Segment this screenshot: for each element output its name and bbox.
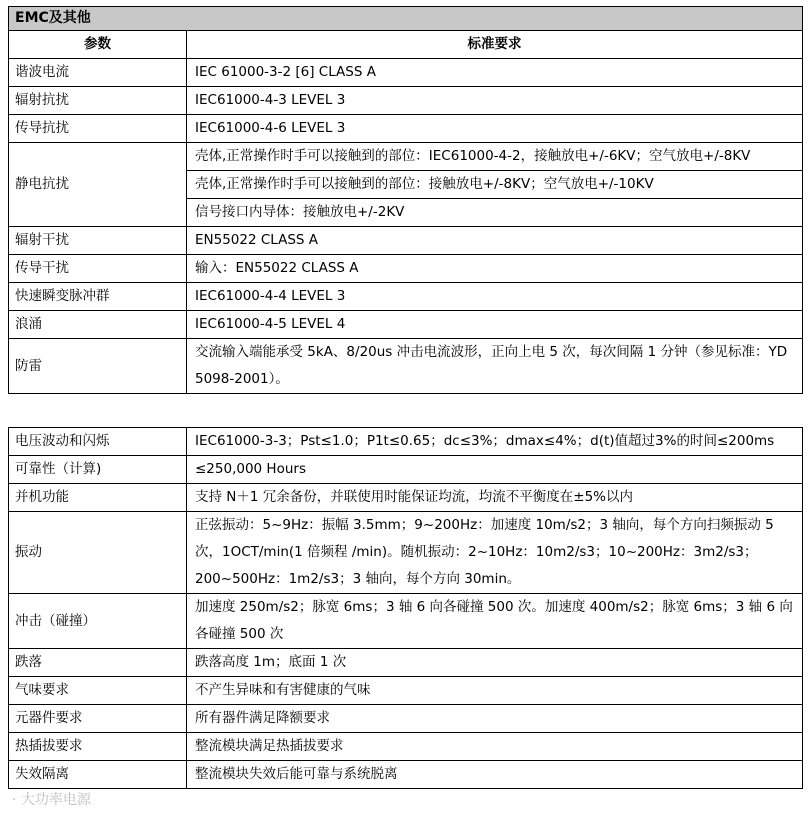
- table-row: [9, 512, 803, 594]
- value-cell: IEC61000-4-3 LEVEL 3: [187, 87, 803, 115]
- param-cell: 热插拔要求: [9, 733, 187, 761]
- table-row: [9, 283, 803, 311]
- value-cell: 加速度 250m/s2；脉宽 6ms；3 轴 6 向各碰撞 500 次。加速度 400m/s2；脉宽 6ms；3 轴 6 向各碰撞 500 次: [187, 594, 803, 649]
- table-row: [9, 311, 803, 339]
- table-row: [9, 59, 803, 87]
- param-cell: 并机功能: [9, 484, 187, 512]
- table-row: [9, 761, 803, 789]
- param-cell: 元器件要求: [9, 705, 187, 733]
- param-cell: 静电抗扰: [9, 143, 187, 227]
- table-row: [9, 87, 803, 115]
- column-header-requirement: 标准要求: [187, 31, 803, 59]
- value-cell: ≤250,000 Hours: [187, 456, 803, 484]
- param-cell: 传导抗扰: [9, 115, 187, 143]
- value-cell: 壳体,正常操作时手可以接触到的部位：IEC61000-4-2，接触放电+/-6KV；空气放电+/-8KV: [187, 143, 803, 171]
- table-row: [9, 227, 803, 255]
- value-cell: 正弦振动：5~9Hz：振幅 3.5mm；9~200Hz：加速度 10m/s2；3 轴向，每个方向扫频振动 5 次，1OCT/min(1 倍频程 /min)。随机振动：2~10Hz：10m2/s3；10~200Hz：3m2/s3；200~500Hz：1m2/s3；3 轴向，每个方向 30min。: [187, 512, 803, 594]
- table-row: [9, 677, 803, 705]
- value-cell: 跌落高度 1m；底面 1 次: [187, 649, 803, 677]
- table-row: [9, 705, 803, 733]
- other-table: [8, 427, 803, 789]
- table-row: [9, 115, 803, 143]
- param-cell: 辐射干扰: [9, 227, 187, 255]
- section-title: EMC及其他: [9, 7, 803, 31]
- table-row: [9, 484, 803, 512]
- table-row: [9, 649, 803, 677]
- param-cell: 浪涌: [9, 311, 187, 339]
- param-cell: 气味要求: [9, 677, 187, 705]
- table-row: [9, 428, 803, 456]
- param-cell: 跌落: [9, 649, 187, 677]
- value-cell: 支持 N＋1 冗余备份，并联使用时能保证均流，均流不平衡度在±5%以内: [187, 484, 803, 512]
- param-cell: 电压波动和闪烁: [9, 428, 187, 456]
- param-cell: 可靠性（计算): [9, 456, 187, 484]
- value-cell: 信号接口内导体：接触放电+/-2KV: [187, 199, 803, 227]
- value-cell: IEC61000-4-4 LEVEL 3: [187, 283, 803, 311]
- table-row: [9, 733, 803, 761]
- value-cell: 整流模块满足热插拔要求: [187, 733, 803, 761]
- value-cell: IEC61000-4-5 LEVEL 4: [187, 311, 803, 339]
- value-cell: 交流输入端能承受 5kA、8/20us 冲击电流波形，正向上电 5 次，每次间隔 1 分钟（参见标准：YD 5098-2001）。: [187, 339, 803, 394]
- value-cell: IEC61000-4-6 LEVEL 3: [187, 115, 803, 143]
- column-header-param: 参数: [9, 31, 187, 59]
- table-row: [9, 143, 803, 171]
- emc-table: [8, 6, 803, 394]
- value-cell: 壳体,正常操作时手可以接触到的部位：接触放电+/-8KV；空气放电+/-10KV: [187, 171, 803, 199]
- value-cell: 整流模块失效后能可靠与系统脱离: [187, 761, 803, 789]
- table-row: [9, 456, 803, 484]
- param-cell: 失效隔离: [9, 761, 187, 789]
- param-cell: 快速瞬变脉冲群: [9, 283, 187, 311]
- table-row: [9, 339, 803, 394]
- watermark: · 大功率电源: [12, 792, 91, 808]
- param-cell: 冲击（碰撞）: [9, 594, 187, 649]
- param-cell: 辐射抗扰: [9, 87, 187, 115]
- param-cell: 振动: [9, 512, 187, 594]
- value-cell: 不产生异味和有害健康的气味: [187, 677, 803, 705]
- param-cell: 谐波电流: [9, 59, 187, 87]
- table-row: [9, 255, 803, 283]
- value-cell: 输入：EN55022 CLASS A: [187, 255, 803, 283]
- value-cell: 所有器件满足降额要求: [187, 705, 803, 733]
- table-row: [9, 594, 803, 649]
- param-cell: 传导干扰: [9, 255, 187, 283]
- value-cell: IEC61000-3-3；Pst≤1.0；P1t≤0.65；dc≤3%；dmax≤4%；d(t)值超过3%的时间≤200ms: [187, 428, 803, 456]
- param-cell: 防雷: [9, 339, 187, 394]
- value-cell: EN55022 CLASS A: [187, 227, 803, 255]
- value-cell: IEC 61000-3-2 [6] CLASS A: [187, 59, 803, 87]
